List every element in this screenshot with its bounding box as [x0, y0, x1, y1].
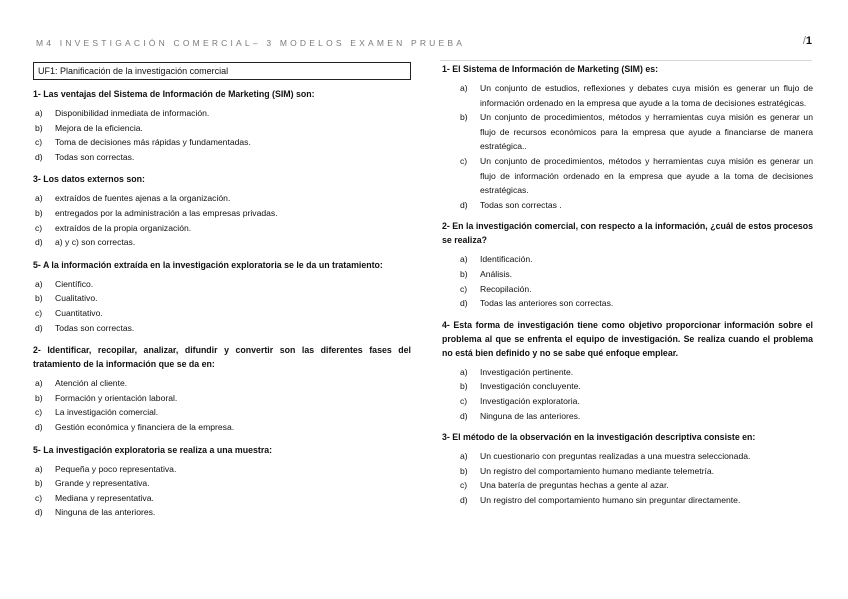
document-header: M4 INVESTIGACIÓN COMERCIAL– 3 MODELOS EXAMEN PRUEBA [36, 38, 466, 48]
option-letter: d) [35, 322, 43, 333]
option-text: Mediana y representativa. [55, 492, 154, 503]
left-column [33, 62, 411, 528]
option-letter: c) [460, 480, 468, 491]
option-letter: d) [35, 237, 43, 248]
answer-option [33, 277, 411, 292]
answer-option [33, 106, 411, 121]
answer-option [442, 296, 813, 311]
answer-option [33, 135, 411, 150]
option-text: extraídos de la propia organización. [55, 222, 192, 233]
answer-option [33, 121, 411, 136]
option-text: Pequeña y poco representativa. [55, 463, 177, 474]
answer-option [442, 154, 813, 198]
option-letter: b) [35, 392, 43, 403]
answer-option [442, 379, 813, 394]
option-letter: a) [35, 108, 43, 118]
option-letter: d) [35, 507, 43, 518]
page-separator: / [802, 35, 806, 47]
answer-options [33, 191, 411, 249]
option-text: Investigación concluyente. [480, 381, 581, 392]
question-text: 1- El Sistema de Información de Marketing (SIM) es: [442, 64, 659, 74]
option-text: Un registro del comportamiento humano sin preguntar directamente. [480, 494, 741, 505]
option-letter: d) [460, 199, 468, 210]
option-text: Científico. [55, 278, 94, 289]
option-text: Cualitativo. [55, 293, 98, 304]
option-text: Toma de decisiones más rápidas y fundamentadas. [55, 137, 251, 148]
option-text: Formación y orientación laboral. [55, 392, 178, 403]
answer-options [33, 106, 411, 164]
question-text: 5- A la información extraída en la investigación exploratoria se le da un tratamiento: [33, 259, 383, 270]
answer-option [442, 282, 813, 297]
unit-title-box: UF1: Planificación de la investigación comercial [33, 62, 411, 80]
answer-options [33, 376, 411, 434]
answer-option [33, 420, 411, 435]
option-text: Un registro del comportamiento humano mediante telemetría. [480, 465, 715, 476]
option-text: Un conjunto de estudios, reflexiones y debates cuya misión es generar un flujo de información ordenado en la empresa que ayude a la toma de decisiones estratégicas. [480, 83, 813, 108]
option-text: extraídos de fuentes ajenas a la organización. [55, 193, 231, 204]
option-letter: c) [460, 283, 468, 294]
option-letter: b) [35, 478, 43, 489]
option-letter: b) [35, 122, 43, 133]
answer-option [442, 464, 813, 479]
answer-option [442, 493, 813, 508]
option-letter: c) [460, 395, 468, 406]
answer-option [33, 321, 411, 336]
answer-option [442, 394, 813, 409]
option-text: Ninguna de las anteriores. [480, 410, 581, 421]
answer-option [442, 409, 813, 424]
answer-option [442, 449, 813, 464]
answer-options [442, 252, 813, 310]
question-text: 4- Esta forma de investigación tiene como objetivo proporcionar información sobre el problema al que se enfrenta el equipo de investigación. Se realiza cuando el problema no está bien definido y no se sabe qué enfoque emplear. [442, 319, 813, 358]
answer-option [33, 191, 411, 206]
answer-option [442, 198, 813, 213]
option-letter: c) [460, 155, 468, 166]
answer-option [33, 376, 411, 391]
option-text: Identificación. [480, 254, 533, 265]
answer-option [33, 206, 411, 221]
option-letter: d) [460, 410, 468, 421]
option-letter: a) [35, 193, 43, 204]
answer-options [442, 365, 813, 423]
option-letter: d) [460, 494, 468, 505]
question-text: 2- Identificar, recopilar, analizar, difundir y convertir son las diferentes fases del tratamiento de la información que se da en: [33, 345, 411, 370]
answer-options [33, 277, 411, 335]
answer-option [442, 110, 813, 154]
option-letter: a) [35, 278, 43, 289]
option-letter: a) [460, 366, 468, 377]
option-text: Disponibilidad inmediata de información. [55, 108, 210, 118]
option-text: Investigación exploratoria. [480, 395, 580, 406]
option-letter: a) [35, 463, 43, 474]
option-letter: a) [460, 451, 468, 462]
answer-option [442, 267, 813, 282]
option-text: Cuantitativo. [55, 307, 103, 318]
answer-option [442, 365, 813, 380]
option-letter: a) [460, 83, 468, 93]
answer-option [33, 306, 411, 321]
option-letter: b) [460, 465, 468, 476]
answer-option [33, 491, 411, 506]
answer-option [33, 476, 411, 491]
option-letter: d) [460, 298, 468, 309]
option-letter: c) [35, 137, 43, 148]
answer-option [33, 405, 411, 420]
option-text: Todas son correctas. [55, 151, 135, 162]
option-letter: b) [460, 381, 468, 392]
right-column [442, 62, 813, 514]
option-text: Mejora de la eficiencia. [55, 122, 143, 133]
answer-options [442, 81, 813, 212]
option-letter: b) [35, 293, 43, 304]
answer-options [33, 462, 411, 520]
option-text: Grande y representativa. [55, 478, 150, 489]
option-letter: a) [460, 254, 468, 265]
option-text: Análisis. [480, 268, 512, 279]
answer-option [33, 221, 411, 236]
option-letter: d) [35, 421, 43, 432]
option-text: La investigación comercial. [55, 407, 159, 418]
option-text: Un conjunto de procedimientos, métodos y herramientas cuya misión es generar un flujo de información ordenado en la empresa que ayude a la toma de decisiones estratégicas. [480, 155, 813, 196]
option-text: Recopilación. [480, 283, 532, 294]
question-text: 3- El método de la observación en la investigación descriptiva consiste en: [442, 432, 756, 443]
answer-option [33, 391, 411, 406]
right-questions [442, 62, 813, 507]
option-letter: a) [35, 378, 43, 389]
answer-option [33, 505, 411, 520]
option-text: Todas son correctas. [55, 322, 135, 333]
answer-option [442, 478, 813, 493]
question-text: 1- Las ventajas del Sistema de Información de Marketing (SIM) son: [33, 89, 315, 99]
question-text: 3- Los datos externos son: [33, 174, 145, 185]
option-letter: c) [35, 222, 43, 233]
option-text: Una batería de preguntas hechas a gente al azar. [480, 480, 669, 491]
question-text: 2- En la investigación comercial, con respecto a la información, ¿cuál de estos procesos se realiza? [442, 221, 813, 246]
option-text: Atención al cliente. [55, 378, 128, 389]
option-letter: c) [35, 492, 43, 503]
option-letter: b) [35, 207, 43, 218]
header-rule [440, 60, 812, 61]
option-letter: c) [35, 307, 43, 318]
question-text: 5- La investigación exploratoria se realiza a una muestra: [33, 444, 273, 455]
option-text: entregados por la administración a las empresas privadas. [55, 207, 278, 218]
answer-option [33, 150, 411, 165]
option-text: Gestión económica y financiera de la empresa. [55, 421, 235, 432]
option-text: Investigación pertinente. [480, 366, 574, 377]
option-letter: b) [460, 268, 468, 279]
answer-options [442, 449, 813, 507]
left-questions [33, 87, 411, 520]
page-number [803, 35, 812, 47]
answer-option [442, 252, 813, 267]
option-text: Todas son correctas . [480, 199, 562, 210]
option-text: Todas las anteriores son correctas. [480, 298, 614, 309]
option-text: Ninguna de las anteriores. [55, 507, 156, 518]
option-letter: d) [35, 151, 43, 162]
page-number-value: 1 [805, 35, 812, 47]
option-letter: b) [460, 112, 468, 123]
answer-option [442, 81, 813, 110]
option-text: a) y c) son correctas. [55, 237, 136, 248]
answer-option [33, 291, 411, 306]
option-letter: c) [35, 407, 43, 418]
answer-option [33, 235, 411, 250]
option-text: Un cuestionario con preguntas realizadas a una muestra seleccionada. [480, 451, 751, 462]
option-text: Un conjunto de procedimientos, métodos y herramientas cuya misión es generar un flujo de recursos económicos para la empresa que ayude a financiarse de manera estratégica.. [480, 112, 813, 152]
answer-option [33, 462, 411, 477]
